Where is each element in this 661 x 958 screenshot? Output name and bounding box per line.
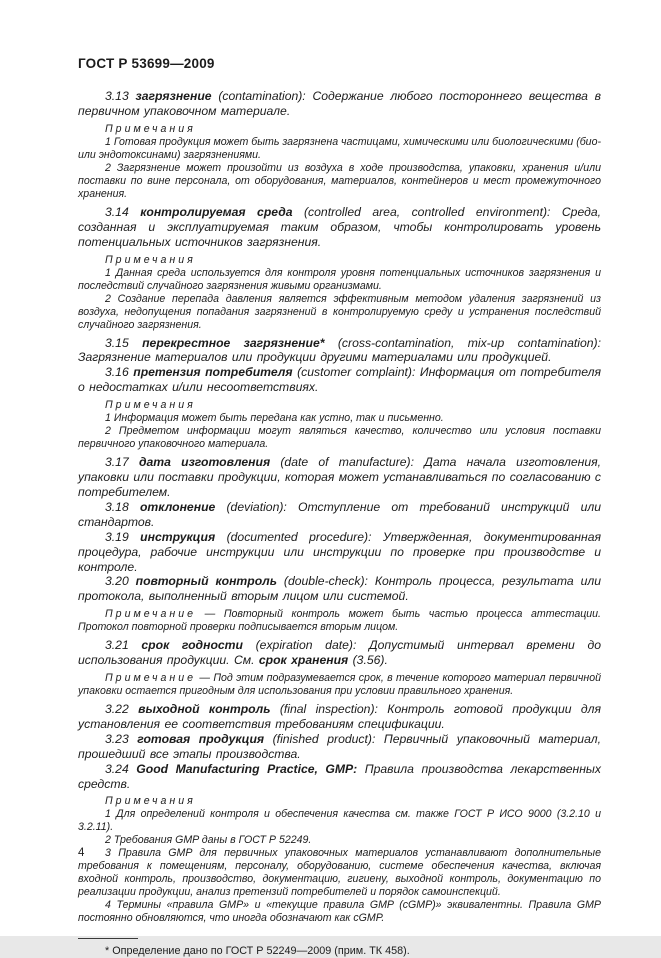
term-name: Good Manufacturing Practice, GMP:: [136, 761, 358, 776]
term-number: 3.17: [105, 455, 129, 470]
term-definition: Утвержденная, документированная процедура, рабочие инструкции или инструкции по проверке при производстве и контроле.: [78, 529, 602, 574]
term-definition: Дата начала изготовления, упаковки или поставки продукции, которая может устанавливаться по согласованию с потребителем.: [78, 455, 602, 499]
term-name: готовая продукция: [137, 731, 265, 746]
term-3-16: [78, 365, 601, 395]
term-number: 3.14: [105, 204, 129, 219]
notes-label: Примечания: [105, 399, 196, 412]
term-number: 3.24: [105, 761, 129, 776]
term-definition: Контроль процесса, результата или протокола, выполненный вторым лицом или системой.: [78, 574, 601, 604]
term-definition: Отступление от требований инструкций или стандартов.: [78, 499, 602, 529]
term-name: инструкция: [140, 529, 216, 544]
term-number: 3.23: [105, 731, 129, 746]
term-3-17: [78, 455, 601, 500]
term-number: 3.22: [105, 702, 129, 717]
term-english: (finished product):: [272, 731, 376, 746]
term-definition: Среда, созданная и эксплуатируемая таким образом, чтобы контролировать уровень потенциальных источников загрязнения.: [78, 204, 601, 249]
note-item: [78, 672, 601, 698]
notes-3-16: [78, 399, 601, 451]
note-item: 1 Данная среда используется для контроля уровня потенциальных источников загрязнения и последствий случайного загрязнения живыми организмами.: [78, 266, 601, 292]
term-number: 3.15: [105, 335, 129, 350]
term-name: перекрестное загрязнение*: [142, 335, 325, 350]
term-definition-tail: (3.56).: [352, 653, 388, 668]
note-text: — Под этим подразумевается срок, в течение которого материал первичной упаковки остается пригодным для использования при условии правильного хранения.: [78, 672, 601, 698]
term-english: (controlled area, controlled environment):: [303, 204, 551, 219]
term-definition: Контроль готовой продукции для установления ее соответствия требованиям спецификации.: [78, 702, 602, 731]
footnote-text: * Определение дано по ГОСТ Р 52249—2009 (прим. ТК 458).: [105, 945, 410, 958]
term-english: (double-check):: [283, 574, 368, 589]
notes-3-13: [78, 123, 601, 201]
term-3-19: [78, 530, 601, 575]
term-english: (customer complaint):: [297, 365, 416, 380]
notes-label: Примечания: [105, 795, 196, 808]
term-english: (cross-contamination, mix-up contamination):: [337, 335, 601, 350]
term-english: (documented procedure):: [226, 529, 372, 544]
term-definition-cross-ref: срок хранения: [258, 653, 349, 668]
note-text: — Повторный контроль может быть частью процесса аттестации. Протокол повторной проверки подписывается вторым лицом.: [78, 608, 601, 634]
term-definition: Правила производства лекарственных средств.: [78, 761, 601, 791]
term-3-13: [78, 89, 601, 119]
notes-label: Примечания: [105, 253, 196, 266]
note-item: 2 Предметом информации могут являться качество, количество или условия поставки первичного упаковочного материала.: [78, 425, 601, 451]
note-item: 2 Требования GMP даны в ГОСТ Р 52249.: [105, 834, 312, 847]
term-number: 3.19: [105, 529, 129, 544]
term-3-22: [78, 702, 601, 732]
term-3-15: [78, 336, 601, 366]
term-definition: Допустимый интервал времени до использования продукции. См.: [78, 638, 602, 668]
notes-label: Примечания: [105, 122, 196, 135]
term-3-21: [78, 638, 601, 668]
notes-3-24: [78, 795, 601, 925]
term-number: 3.18: [105, 499, 129, 514]
term-number: 3.16: [105, 365, 129, 380]
term-name: отклонение: [139, 499, 216, 514]
term-definition: Содержание любого постороннего вещества в первичном упаковочном материале.: [78, 89, 602, 118]
note-3-20: [78, 608, 601, 634]
note-item: 1 Готовая продукция может быть загрязнена частицами, химическими или биологическими (био- или эндотоксинами) загрязнениями.: [78, 135, 601, 161]
footnote-block: [78, 938, 601, 958]
term-name: загрязнение: [135, 89, 212, 103]
note-item: 1 Информация может быть передана как устно, так и письменно.: [105, 412, 444, 425]
term-definition: Первичный упаковочный материал, прошедший все этапы производства.: [78, 731, 601, 761]
term-3-23: [78, 732, 601, 762]
term-number: 3.21: [105, 638, 129, 653]
term-3-20: [78, 574, 601, 604]
note-3-21: [78, 672, 601, 698]
note-item: 1 Для определений контроля и обеспечения качества см. также ГОСТ Р ИСО 9000 (3.2.10 и 3.2.11).: [78, 808, 601, 834]
term-number: 3.20: [105, 574, 129, 589]
term-name: дата изготовления: [138, 455, 271, 470]
note-item: 3 Правила GMP для первичных упаковочных материалов устанавливают дополнительные требования к помещениям, персоналу, оборудованию, системе обеспечения качества, включая входной контроль, производство, документацию, гигиену, выходной контроль, документацию по реализации продукции, анализ претензий потребителей и порядок самоинспекций.: [78, 847, 601, 899]
footnote-divider: [78, 938, 138, 939]
term-english: (date of manufacture):: [280, 455, 414, 470]
term-3-14: [78, 205, 601, 250]
term-3-24: [78, 762, 601, 792]
doc-number: ГОСТ Р 53699—2009: [78, 56, 215, 71]
note-label: Примечание: [105, 608, 197, 621]
note-item: 4 Термины «правила GMP» и «текущие правила GMP (cGMP)» эквивалентны. Правила GMP постоянно обновляются, что иногда обозначают как cGMP.: [78, 899, 601, 925]
term-english: (contamination):: [218, 89, 306, 103]
term-english: (deviation):: [226, 499, 287, 514]
term-name: выходной контроль: [138, 702, 271, 717]
notes-3-14: [78, 254, 601, 332]
terms-section: [78, 89, 601, 958]
term-english: (expiration date):: [255, 638, 357, 653]
note-item: 2 Создание перепада давления является эффективным методом удаления загрязнений из воздуха, недопущения попадания загрязнений в контролируемую среду и устранения последствий случайного загрязнения.: [78, 292, 601, 331]
term-english: (final inspection):: [279, 702, 378, 717]
note-label: Примечание: [105, 672, 197, 685]
page-number: 4: [78, 847, 85, 859]
note-item: [78, 608, 601, 634]
term-name: претензия потребителя: [133, 365, 293, 380]
term-name: срок годности: [141, 638, 243, 653]
note-item: 2 Загрязнение может произойти из воздуха в ходе производства, упаковки, хранения и/или поставки по вине персонала, от оборудования, материалов, контейнеров и мест промежуточного хранения.: [78, 161, 601, 200]
term-definition: Загрязнение материалов или продукции другими материалами или продукцией.: [78, 350, 552, 365]
term-definition: Информация от потребителя о недостатках и/или несоответствиях.: [78, 365, 601, 395]
term-name: контролируемая среда: [140, 204, 293, 219]
term-name: повторный контроль: [135, 574, 277, 589]
term-3-18: [78, 500, 601, 530]
term-number: 3.13: [105, 89, 129, 103]
